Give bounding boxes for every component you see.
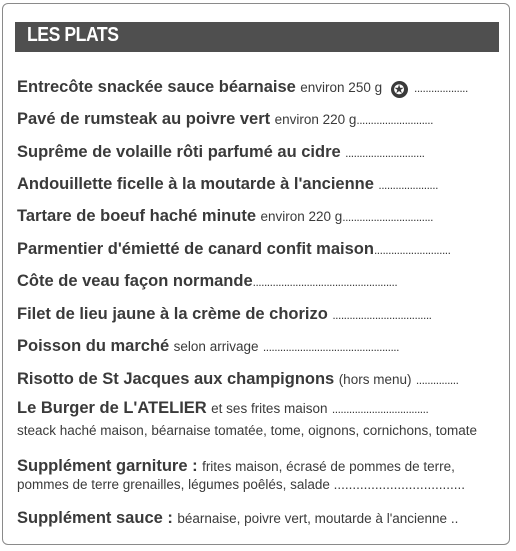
dish-name: Côte de veau façon normande — [17, 272, 253, 290]
dish-note: (hors menu) — [338, 372, 412, 387]
dish-name: Pavé de rumsteak au poivre vert — [17, 110, 271, 128]
menu-item — [17, 369, 458, 390]
section-title: LES PLATS — [27, 24, 119, 46]
leader-dots: ..................... — [378, 178, 438, 192]
dish-name: Filet de lieu jaune à la crème de chorizo — [17, 305, 328, 323]
dish-name: Parmentier d'émietté de canard confit maison — [17, 240, 374, 258]
dish-name: Poisson du marché — [17, 337, 170, 355]
menu-item — [17, 174, 438, 195]
menu-item — [17, 456, 455, 477]
dish-name: Andouillette ficelle à la moutarde à l'ancienne — [17, 175, 374, 193]
leader-dots: ........................... — [373, 243, 451, 257]
dish-name: Suprême de volaille rôti parfumé au cidre — [17, 143, 341, 161]
dish-description: pommes de terre grenailles, légumes poêlés, salade ................................... — [17, 477, 465, 492]
dish-name: Supplément garniture : — [17, 457, 198, 475]
dish-note: environ 220 g — [260, 209, 343, 224]
menu-item — [17, 142, 425, 163]
menu-item — [17, 206, 433, 227]
leader-dots: ............................ — [345, 146, 425, 160]
dish-note: environ 250 g — [300, 80, 383, 95]
leader-dots: .................................. — [331, 402, 429, 416]
leader-dots: ................................................... — [252, 275, 398, 289]
leader-dots: ................................................ — [262, 340, 399, 354]
menu-item — [17, 336, 399, 357]
menu-item — [17, 304, 432, 325]
dish-name: Entrecôte snackée sauce béarnaise — [17, 78, 296, 96]
leader-dots: ............... — [415, 373, 459, 387]
dish-name: Risotto de St Jacques aux champignons — [17, 370, 335, 388]
dish-note: frites maison, écrasé de pommes de terre, — [202, 459, 455, 474]
menu-item — [17, 77, 468, 98]
dish-description: steack haché maison, béarnaise tomatée, tome, oignons, cornichons, tomate — [17, 423, 478, 438]
dish-note: environ 220 g — [274, 112, 357, 127]
dish-note: et ses frites maison — [211, 401, 328, 416]
section-header — [15, 22, 499, 52]
dish-name: Le Burger de L'ATELIER — [17, 399, 207, 417]
leader-dots: ........................... — [356, 113, 433, 127]
menu-item — [17, 271, 397, 292]
leader-dots: ................................ — [342, 210, 433, 224]
leader-dots: ................... — [414, 81, 468, 95]
leader-dots: ................................... — [332, 308, 432, 322]
menu-item — [17, 508, 458, 529]
dish-name: Tartare de boeuf haché minute — [17, 207, 256, 225]
dish-name: Supplément sauce : — [17, 509, 173, 527]
menu-item — [17, 239, 450, 260]
menu-item — [17, 109, 433, 130]
menu-item — [17, 398, 428, 419]
dish-note: selon arrivage — [173, 339, 259, 354]
star-icon: ✪ — [391, 81, 408, 98]
dish-note: béarnaise, poivre vert, moutarde à l'ancienne .. — [177, 511, 459, 526]
